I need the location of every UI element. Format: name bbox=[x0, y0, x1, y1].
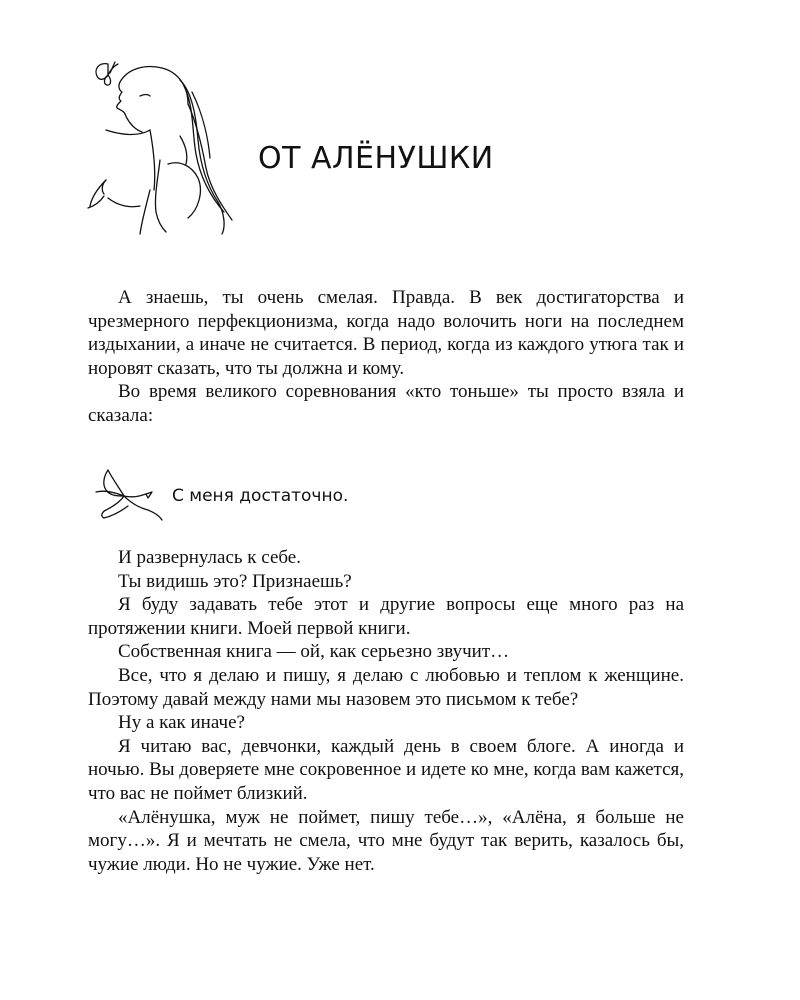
paragraph: А знаешь, ты очень смелая. Правда. В век достигаторства и чрезмерного перфекционизма, когда надо волочить ноги на последнем издыхании, а иначе не считается. В период, когда из каждого утюга так и норовят сказать, что ты должна и кому. bbox=[88, 287, 684, 379]
paragraph: Я читаю вас, девчонки, каждый день в своем блоге. А иногда и ночью. Вы доверяете мне сокровенное и идете ко мне, когда вам кажется, что вас не поймет близкий. bbox=[88, 735, 684, 804]
paragraph: Все, что я делаю и пишу, я делаю с любовью и теплом к женщине. Поэтому давай между нами мы назовем это письмом к тебе? bbox=[88, 664, 684, 710]
chapter-title: ОТ АЛЁНУШКИ bbox=[258, 141, 494, 176]
butterfly-icon bbox=[96, 62, 118, 85]
intro-text bbox=[88, 286, 684, 428]
paragraph: Ну а как иначе? bbox=[118, 712, 245, 734]
paragraph: Ты видишь это? Признаешь? bbox=[118, 570, 352, 592]
quote-callout bbox=[88, 466, 488, 526]
paragraph: И развернулась к себе. bbox=[118, 547, 301, 568]
quote-text: С меня достаточно. bbox=[172, 486, 349, 506]
bird-icon bbox=[90, 466, 164, 522]
paragraph: Во время великого соревнования «кто тоньше» ты просто взяла и сказала: bbox=[88, 381, 684, 426]
woman-portrait-illustration bbox=[84, 56, 244, 236]
main-text bbox=[88, 546, 684, 876]
paragraph: Я буду задавать тебе этот и другие вопросы еще много раз на протяжении книги. Моей первой книги. bbox=[88, 594, 684, 639]
paragraph: «Алёнушка, муж не поймет, пишу тебе…», «Алёна, я больше не могу…». Я и мечтать не смела, что мне будут так верить, казалось бы, чужие люди. Но не чужие. Уже нет. bbox=[88, 806, 684, 875]
face-profile-icon bbox=[88, 67, 232, 234]
paragraph: Собственная книга — ой, как серьезно звучит… bbox=[118, 641, 510, 663]
